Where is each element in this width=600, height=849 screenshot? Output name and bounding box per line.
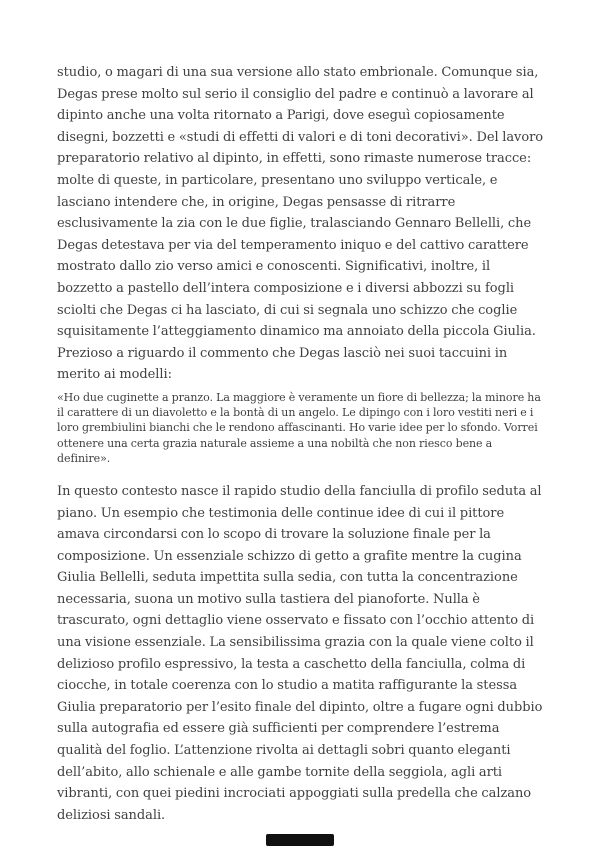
degas-notebook-quote: «Ho due cuginette a pranzo. La maggiore è veramente un fiore di bellezza; la minore ha il carattere di un diavoletto e la bontà di un angelo. Le dipingo con i loro vestiti neri e i loro grembiulini bianchi che le rendono affascinanti. Ho varie idee per lo sfondo. Vorrei ottenere una certa grazia naturale assieme a una nobiltà che non riesco bene a definire».: [57, 390, 541, 465]
text-block: [57, 62, 547, 826]
page-indicator-bar[interactable]: [266, 834, 334, 846]
paragraph-degas-preparatory-work: studio, o magari di una sua versione allo stato embrionale. Comunque sia, Degas prese molto sul serio il consiglio del padre e continuò a lavorare al dipinto anche una volta ritornato a Parigi, dove eseguì copiosamente disegni, bozzetti e «studi di effetti di valori e di toni decorativi». Del lavoro preparatorio relativo al dipinto, in effetti, sono rimaste numerose tracce: molte di queste, in particolare, presentano uno sviluppo verticale, e lasciano intendere che, in origine, Degas pensasse di ritrarre esclusivamente la zia con le due figlie, tralasciando Gennaro Bellelli, che Degas detestava per via del temperamento iniquo e del cattivo carattere mostrato dallo zio verso amici e conoscenti. Significativi, inoltre, il bozzetto a pastello dell’intera composizione e i diversi abbozzi su fogli sciolti che Degas ci ha lasciato, di cui si segnala uno schizzo che coglie squisitamente l’atteggiamento dinamico ma annoiato della piccola Giulia.: [57, 65, 544, 340]
paragraph-notebook-intro: Prezioso a riguardo il commento che Degas lasciò nei suoi taccuini in merito ai modelli:: [57, 345, 508, 383]
paragraph-giulia-study: In questo contesto nasce il rapido studio della fanciulla di profilo seduta al piano. Un esempio che testimonia delle continue idee di cui il pittore amava circondarsi con lo scopo di trovare la soluzione finale per la composizione. Un essenziale schizzo di getto a grafite mentre la cugina Giulia Bellelli, seduta impettita sulla sedia, con tutta la concentrazione necessaria, suona un motivo sulla tastiera del pianoforte. Nulla è trascurato, ogni dettaglio viene osservato e fissato con l’occhio attento di una visione essenziale. La sensibilissima grazia con la quale viene colto il delizioso profilo espressivo, la testa a caschetto della fanciulla, colma di ciocche, in totale coerenza con lo studio a matita raffigurante la stessa Giulia preparatorio per l’esito finale del dipinto, oltre a fugare ogni dubbio sulla autografia ed essere già sufficienti per comprendere l’estrema qualità del foglio. L’attenzione rivolta ai dettagli sobri quanto eleganti dell’abito, allo schienale e alle gambe tornite della seggiola, agli arti vibranti, con quei piedini incrociati appoggiati sulla predella che calzano deliziosi sandali.: [57, 483, 543, 823]
